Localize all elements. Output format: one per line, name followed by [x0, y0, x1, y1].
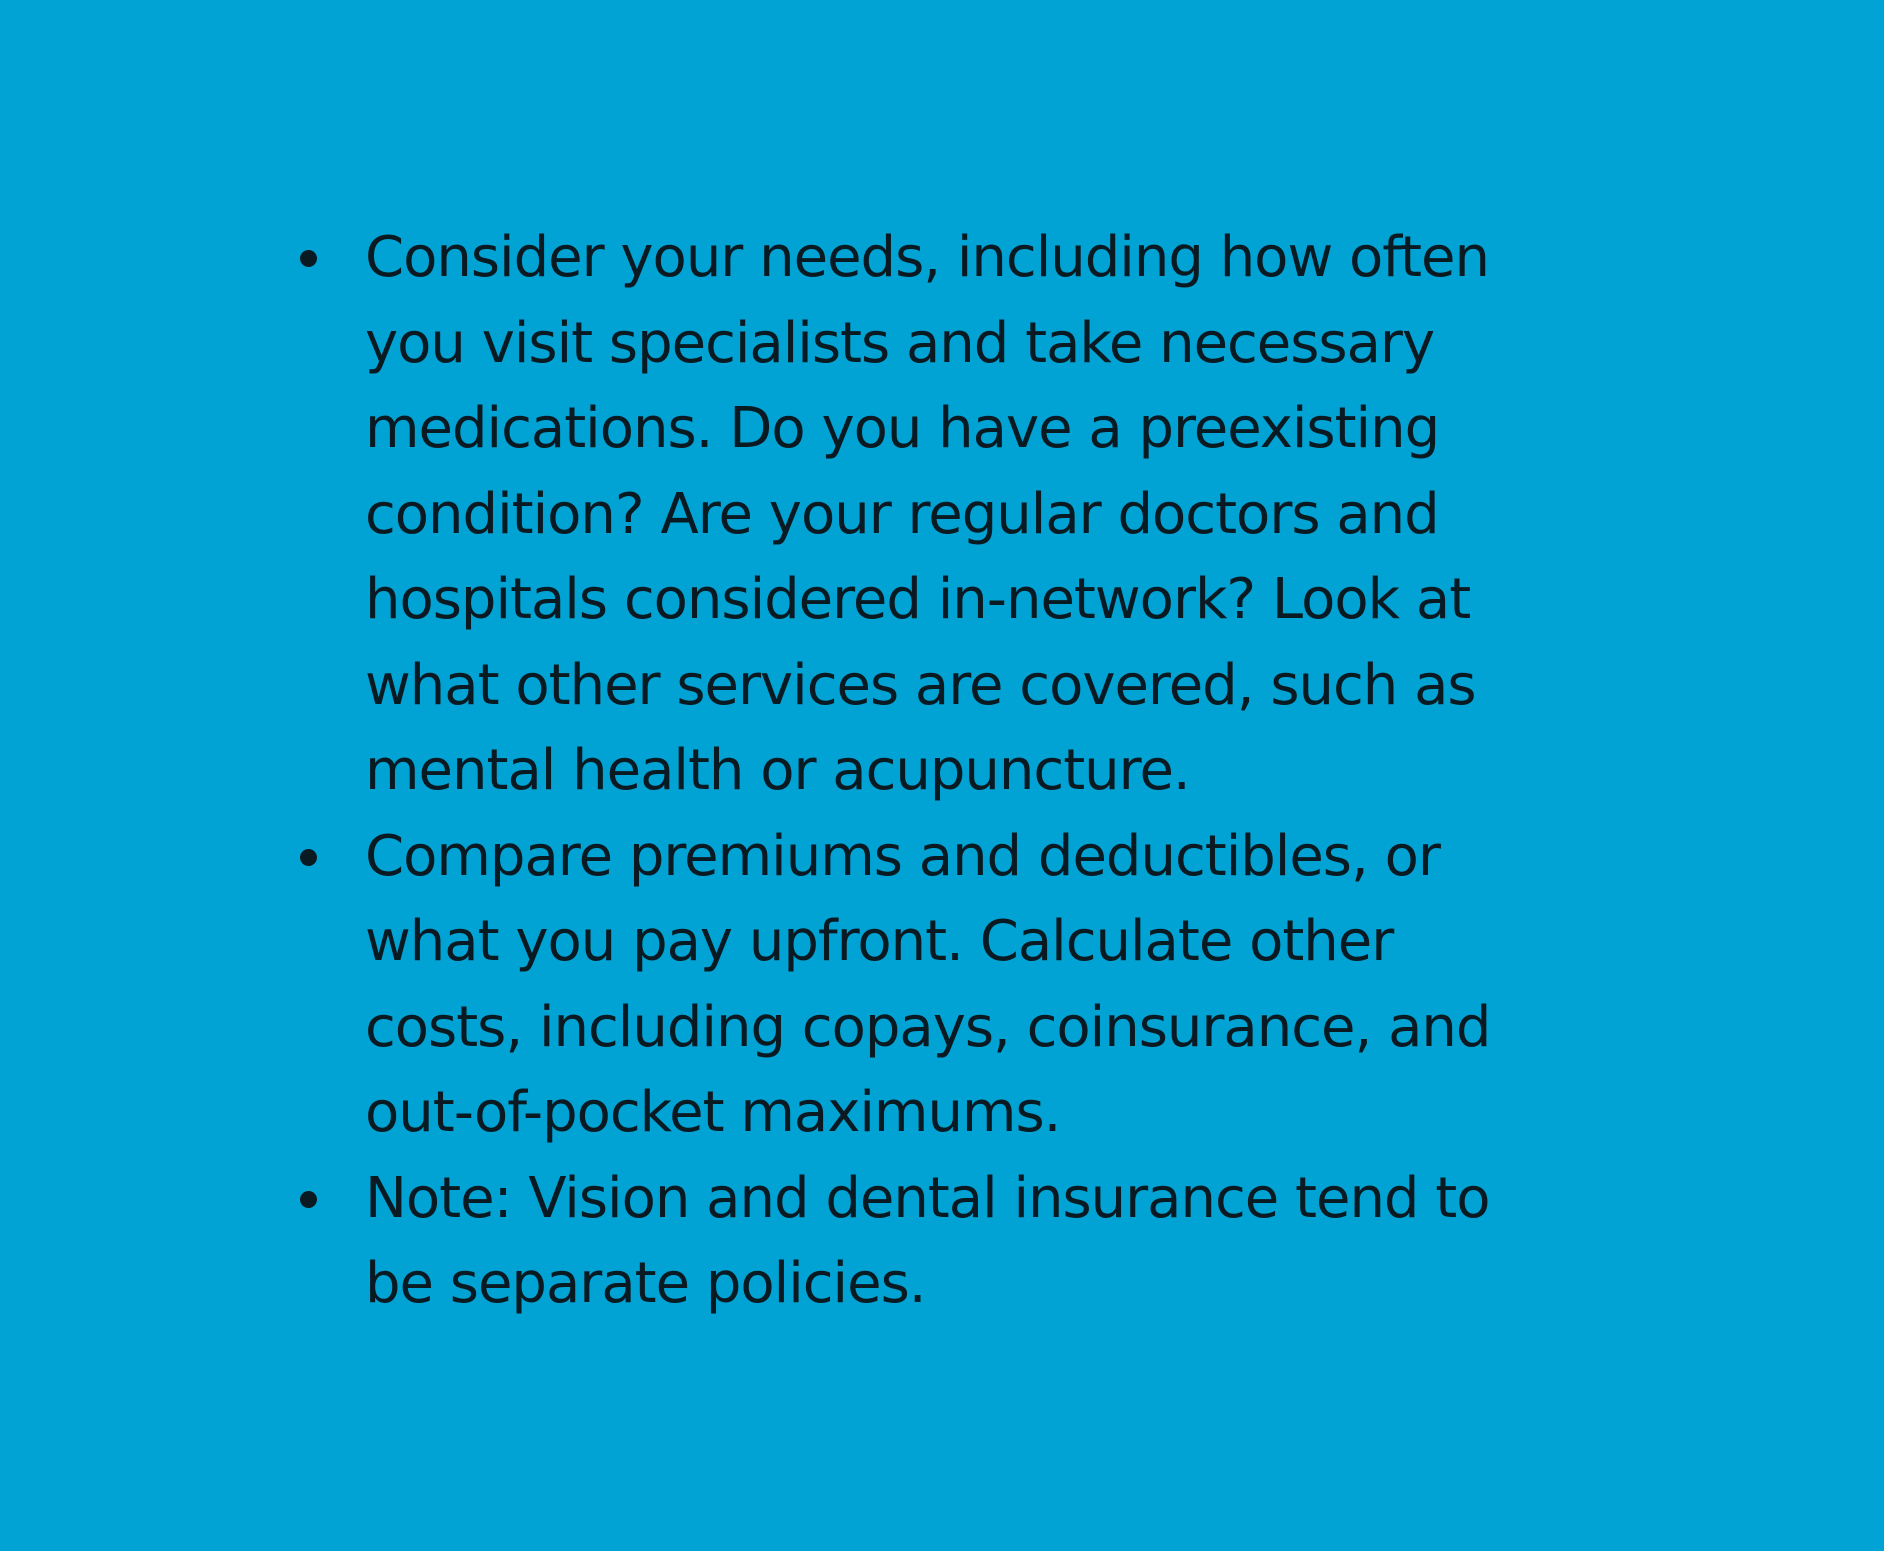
bullet-list: [292, 215, 1592, 1327]
tips-content: [292, 215, 1592, 1327]
bullet-icon: [292, 1156, 365, 1241]
list-item: [292, 1156, 1592, 1327]
list-item-text: Consider your needs, including how often you visit specialists and take necessary medications. Do you have a preexisting condition? Are your regular doctors and hospitals considered in-network? Look at what other services are covered, such as mental health or acupuncture.: [365, 225, 1489, 803]
bullet-icon: [292, 814, 365, 899]
list-item: [292, 215, 1592, 814]
list-item-text: Compare premiums and deductibles, or what you pay upfront. Calculate other costs, including copays, coinsurance, and out-of-pocket maximums.: [365, 823, 1491, 1145]
list-item-text: Note: Vision and dental insurance tend to be separate policies.: [365, 1165, 1490, 1316]
list-item: [292, 814, 1592, 1156]
bullet-icon: [292, 215, 365, 300]
